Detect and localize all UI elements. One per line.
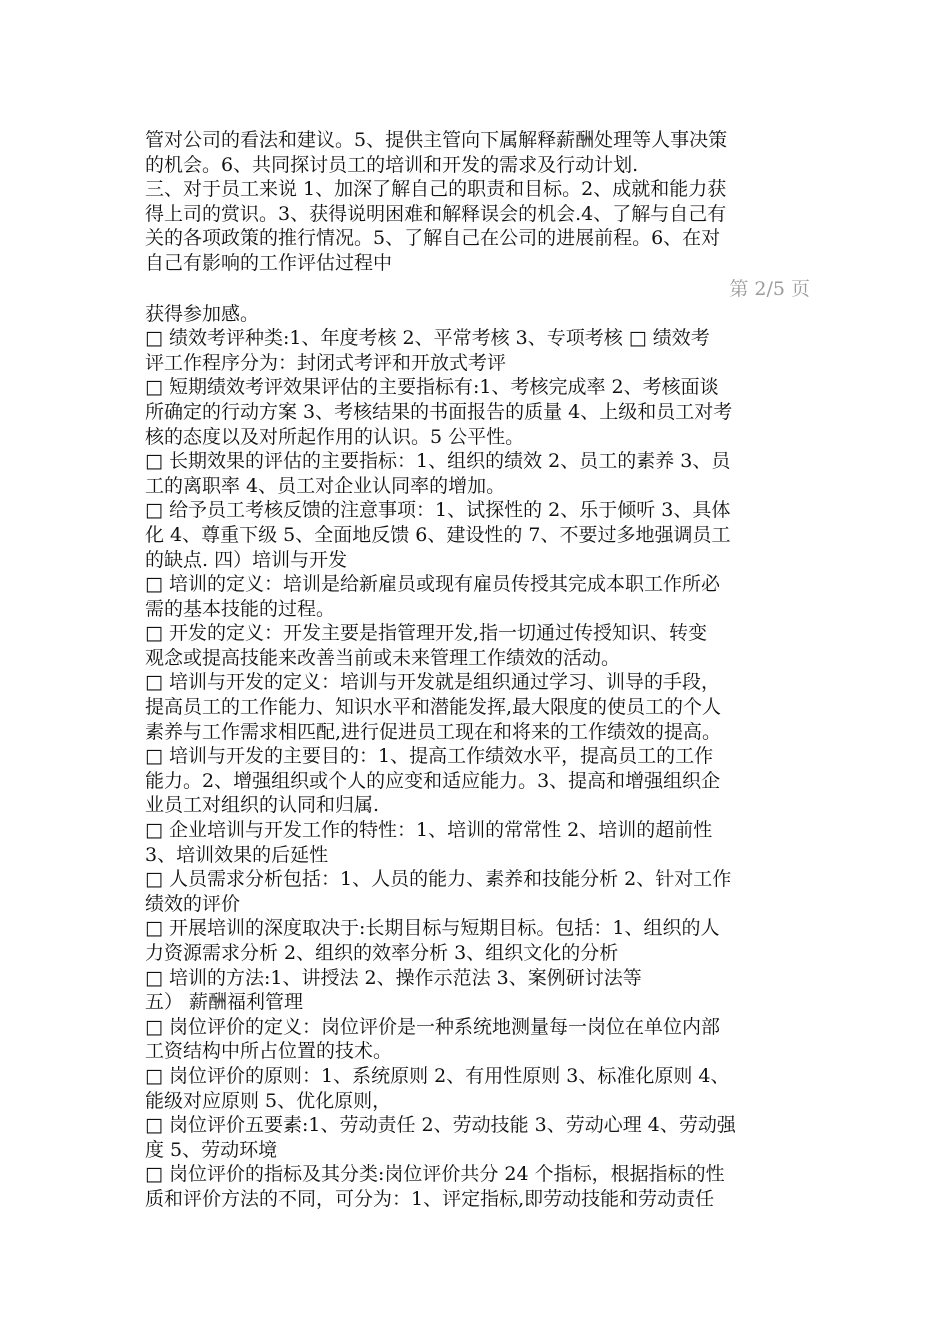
text-line: 评工作程序分为：封闭式考评和开放式考评 [145, 351, 507, 374]
text-line: 需的基本技能的过程。 [145, 597, 336, 620]
text-line: 关的各项政策的推行情况。5、了解自己在公司的进展前程。6、在对 [145, 227, 721, 250]
text-line: 所确定的行动方案 3、考核结果的书面报告的质量 4、上级和员工对考 [145, 400, 733, 423]
text-line: 获得参加感。 [145, 302, 260, 325]
document-page [145, 128, 810, 1212]
text-line: 工的离职率 4、员工对企业认同率的增加。 [145, 474, 506, 497]
text-line: □ 人员需求分析包括：1、人员的能力、素养和技能分析 2、针对工作 [145, 868, 732, 891]
text-line: 的缺点. 四）培训与开发 [145, 548, 348, 571]
text-line: □ 岗位评价五要素:1、劳动责任 2、劳动技能 3、劳动心理 4、劳动强 [145, 1114, 736, 1137]
text-line: 绩效的评价 [145, 892, 241, 915]
page-number: 第 2/5 页 [729, 277, 810, 300]
text-line: 观念或提高技能来改善当前或未来管理工作绩效的活动。 [145, 646, 621, 669]
text-line: 素养与工作需求相匹配,进行促进员工现在和将来的工作绩效的提高。 [145, 720, 722, 743]
text-line: 能级对应原则 5、优化原则， [145, 1089, 392, 1112]
text-line: □ 开发的定义：开发主要是指管理开发,指一切通过传授知识、转变 [145, 622, 708, 645]
text-line: □ 培训与开发的主要目的：1、提高工作绩效水平，提高员工的工作 [145, 745, 714, 768]
text-line: □ 长期效果的评估的主要指标：1、组织的绩效 2、员工的素养 3、员 [145, 450, 731, 473]
text-block-bottom [145, 302, 810, 1212]
text-block-top [145, 128, 810, 276]
text-line: 工资结构中所占位置的技术。 [145, 1040, 393, 1063]
text-line: □ 企业培训与开发工作的特性：1、培训的常常性 2、培训的超前性 [145, 819, 713, 842]
text-line: □ 绩效考评种类:1、年度考核 2、平常考核 3、专项考核 □ 绩效考 [145, 327, 710, 350]
text-line: 五） 薪酬福利管理 [145, 991, 304, 1014]
text-line: 度 5、劳动环境 [145, 1138, 278, 1161]
text-line: □ 培训与开发的定义：培训与开发就是组织通过学习、训导的手段， [145, 671, 720, 694]
text-line: 力资源需求分析 2、组织的效率分析 3、组织文化的分析 [145, 942, 619, 964]
text-line: 提高员工的工作能力、知识水平和潜能发挥,最大限度的使员工的个人 [145, 696, 722, 719]
text-line: 能力。2、增强组织或个人的应变和适应能力。3、提高和增强组织企 [145, 769, 721, 792]
text-line: 质和评价方法的不同，可分为：1、评定指标,即劳动技能和劳动责任 [145, 1187, 715, 1210]
text-line: 3、培训效果的后延性 [145, 843, 329, 866]
text-line: 管对公司的看法和建议。5、提供主管向下属解释薪酬处理等人事决策 [145, 129, 728, 151]
text-line: 三、对于员工来说 1、加深了解自己的职责和目标。2、成就和能力获 [145, 178, 727, 201]
text-line: □ 给予员工考核反馈的注意事项：1、试探性的 2、乐于倾听 3、具体 [145, 499, 731, 522]
text-line: □ 培训的方法:1、讲授法 2、操作示范法 3、案例研讨法等 [145, 966, 642, 989]
text-line: 自己有影响的工作评估过程中 [145, 251, 393, 274]
text-line: □ 岗位评价的原则：1、系统原则 2、有用性原则 3、标准化原则 4、 [145, 1064, 730, 1087]
text-line: □ 短期绩效考评效果评估的主要指标有:1、考核完成率 2、考核面谈 [145, 376, 719, 399]
text-line: 得上司的赏识。3、获得说明困难和解释误会的机会.4、了解与自己有 [145, 202, 727, 225]
text-line: □ 开展培训的深度取决于:长期目标与短期目标。包括：1、组织的人 [145, 917, 720, 940]
text-line: 化 4、尊重下级 5、全面地反馈 6、建设性的 7、不要过多地强调员工 [145, 523, 731, 546]
text-line: □ 培训的定义：培训是给新雇员或现有雇员传授其完成本职工作所必 [145, 573, 720, 596]
text-line: 核的态度以及对所起作用的认识。5 公平性。 [145, 425, 525, 448]
text-line: 的机会。6、共同探讨员工的培训和开发的需求及行动计划. [145, 153, 639, 176]
text-line: □ 岗位评价的指标及其分类:岗位评价共分 24 个指标，根据指标的性 [145, 1163, 725, 1186]
text-line: 业员工对组织的认同和归属. [145, 794, 380, 817]
text-line: □ 岗位评价的定义：岗位评价是一种系统地测量每一岗位在单位内部 [145, 1015, 720, 1038]
